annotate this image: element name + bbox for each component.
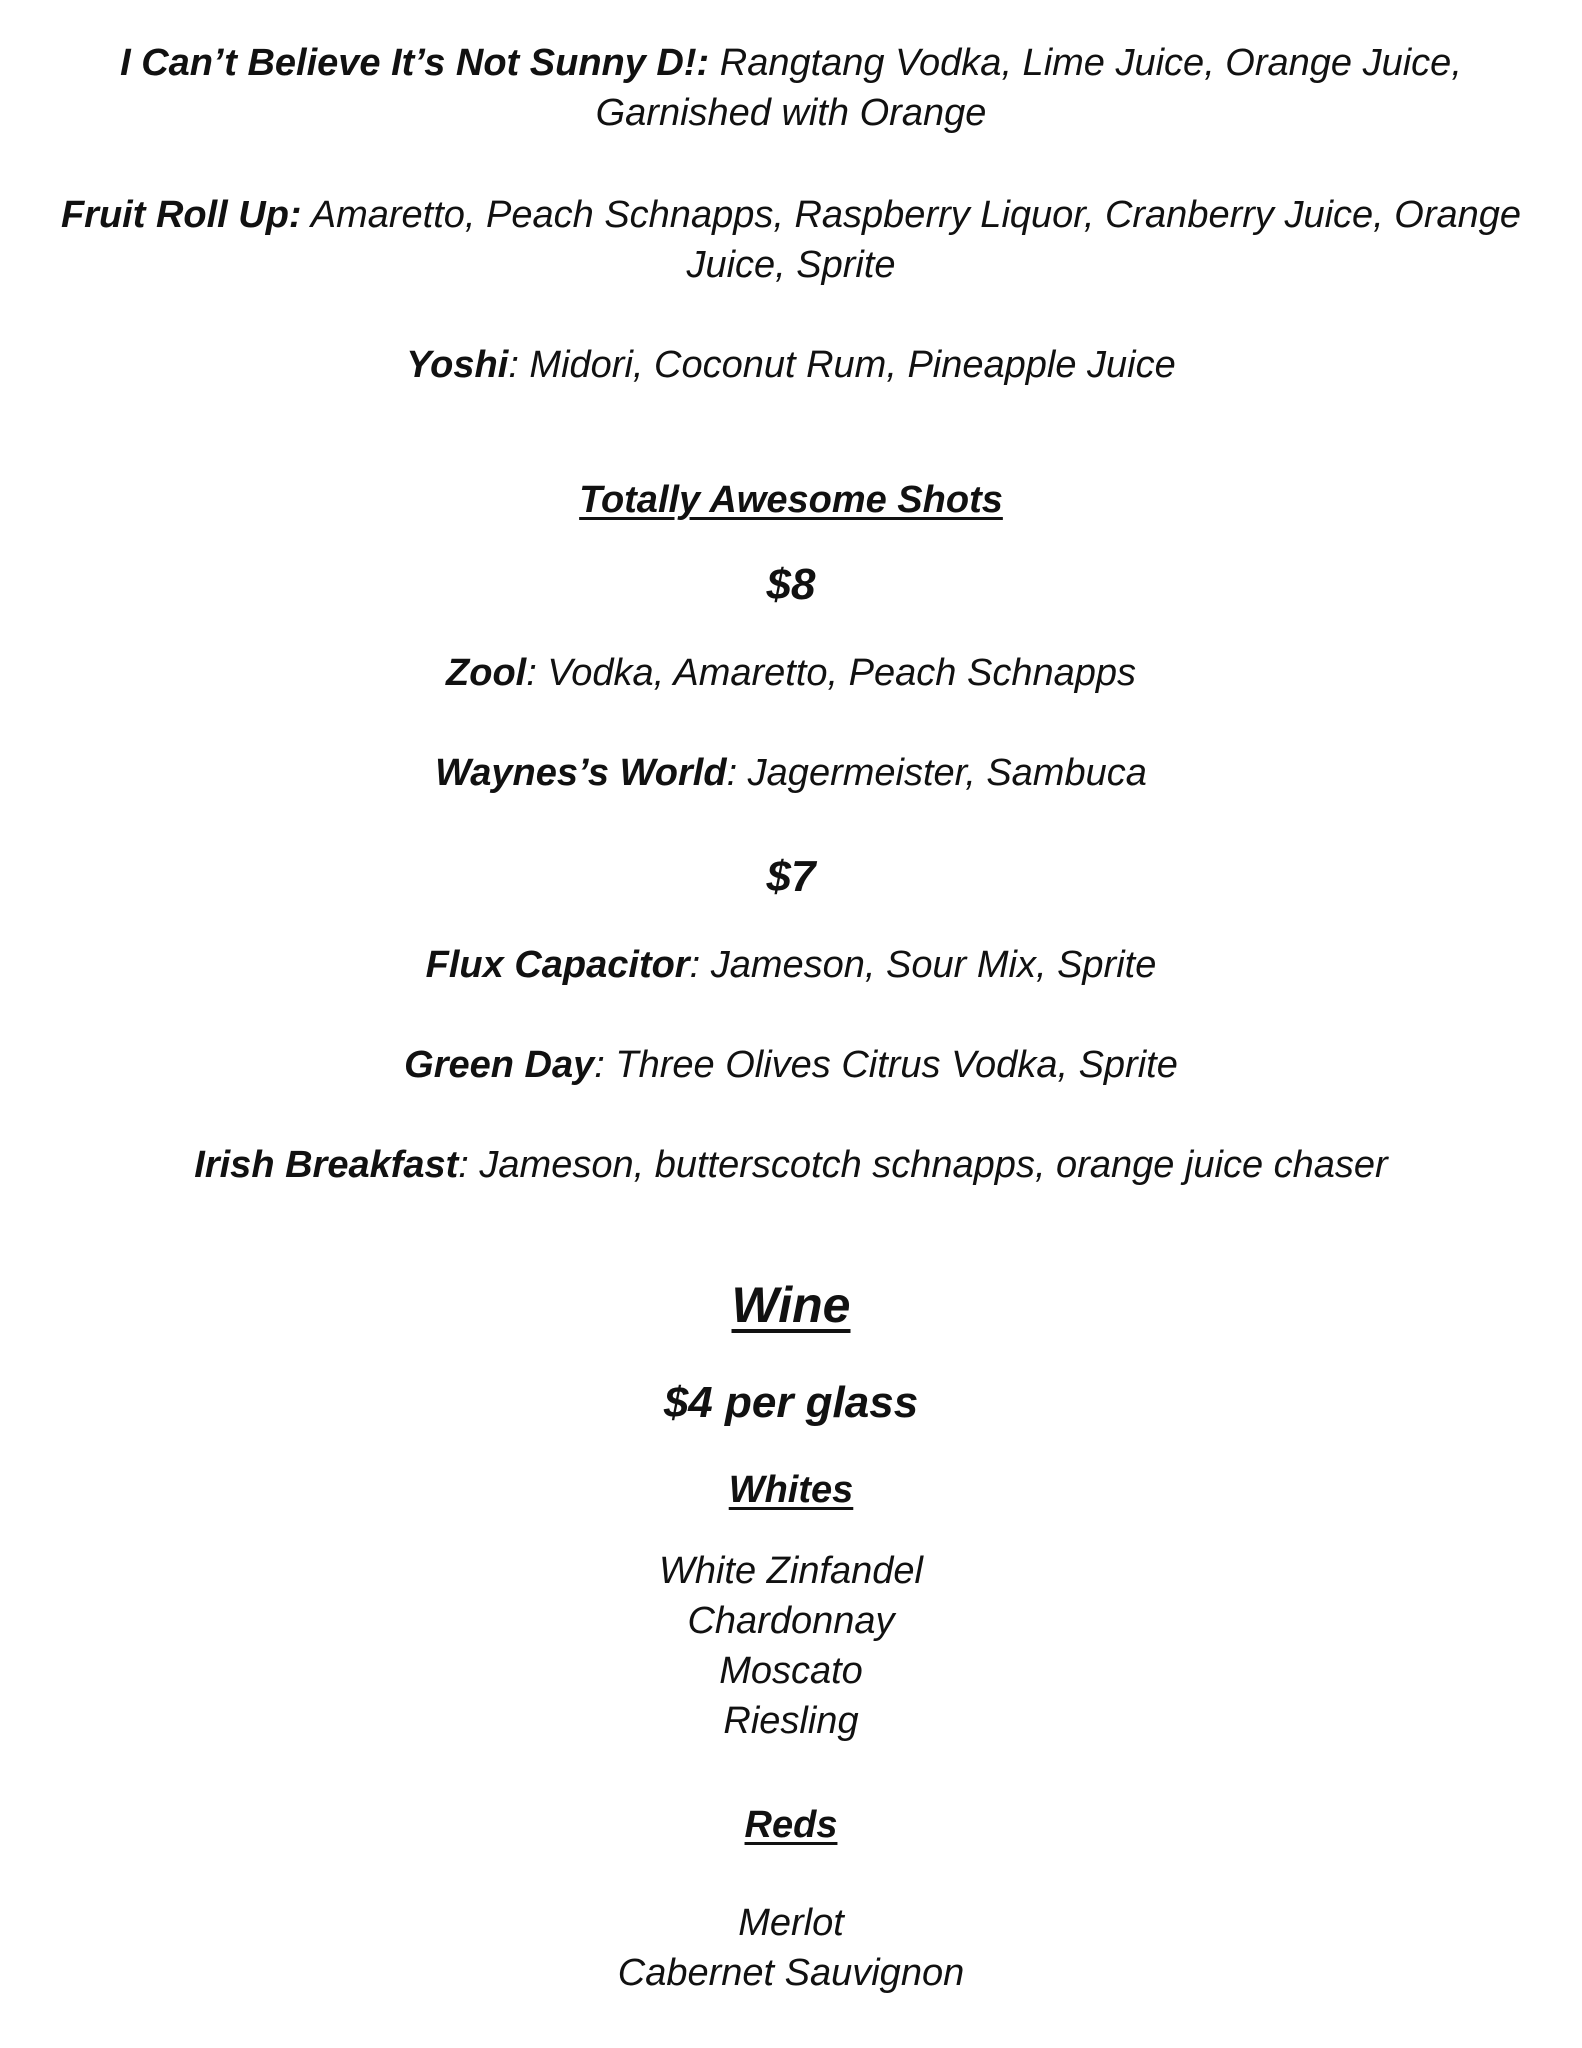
cocktail-item [60, 190, 1522, 290]
cocktail-item [60, 38, 1522, 138]
shot-ingredients: : Jagermeister, Sambuca [726, 752, 1147, 794]
shot-item [40, 940, 1542, 990]
cocktail-ingredients: Rangtang Vodka, Lime Juice, Orange Juice, Garnished with Orange [595, 42, 1462, 134]
shots-heading: Totally Awesome Shots [579, 479, 1003, 521]
cocktail-name: Yoshi [406, 344, 509, 386]
shot-item [40, 1040, 1542, 1090]
shot-item [40, 748, 1542, 798]
wine-heading: Wine [731, 1277, 851, 1333]
shot-name: Flux Capacitor [425, 944, 690, 986]
wine-item: White Zinfandel [658, 1550, 923, 1592]
shot-item [40, 1140, 1542, 1190]
shot-name: Irish Breakfast [194, 1144, 459, 1186]
shot-name: Waynes’s World [435, 752, 727, 794]
cocktail-ingredients: Amaretto, Peach Schnapps, Raspberry Liquor, Cranberry Juice, Orange Juice, Sprite [301, 194, 1522, 286]
wine-item: Chardonnay [687, 1600, 895, 1642]
shots-price-tier-1: $8 [766, 560, 816, 609]
reds-list [40, 1898, 1542, 1998]
whites-heading: Whites [728, 1469, 854, 1511]
shot-name: Green Day [404, 1044, 595, 1086]
wine-item: Merlot [738, 1902, 844, 1944]
wine-item: Moscato [719, 1650, 863, 1692]
wine-item: Cabernet Sauvignon [617, 1952, 965, 1994]
cocktail-ingredients: : Midori, Coconut Rum, Pineapple Juice [508, 344, 1176, 386]
wine-price: $4 per glass [663, 1378, 919, 1427]
whites-list [40, 1546, 1542, 1746]
cocktail-item [40, 340, 1542, 390]
cocktail-name: I Can’t Believe It’s Not Sunny D!: [120, 42, 710, 84]
shot-item [40, 648, 1542, 698]
reds-heading: Reds [744, 1804, 838, 1846]
wine-item: Riesling [723, 1700, 859, 1742]
shot-ingredients: : Three Olives Citrus Vodka, Sprite [594, 1044, 1178, 1086]
cocktail-name: Fruit Roll Up: [60, 194, 302, 236]
shot-ingredients: : Jameson, butterscotch schnapps, orange juice chaser [458, 1144, 1388, 1186]
shot-name: Zool [446, 652, 527, 694]
shot-ingredients: : Jameson, Sour Mix, Sprite [689, 944, 1157, 986]
shot-ingredients: : Vodka, Amaretto, Peach Schnapps [526, 652, 1136, 694]
shots-price-tier-2: $7 [766, 852, 816, 901]
